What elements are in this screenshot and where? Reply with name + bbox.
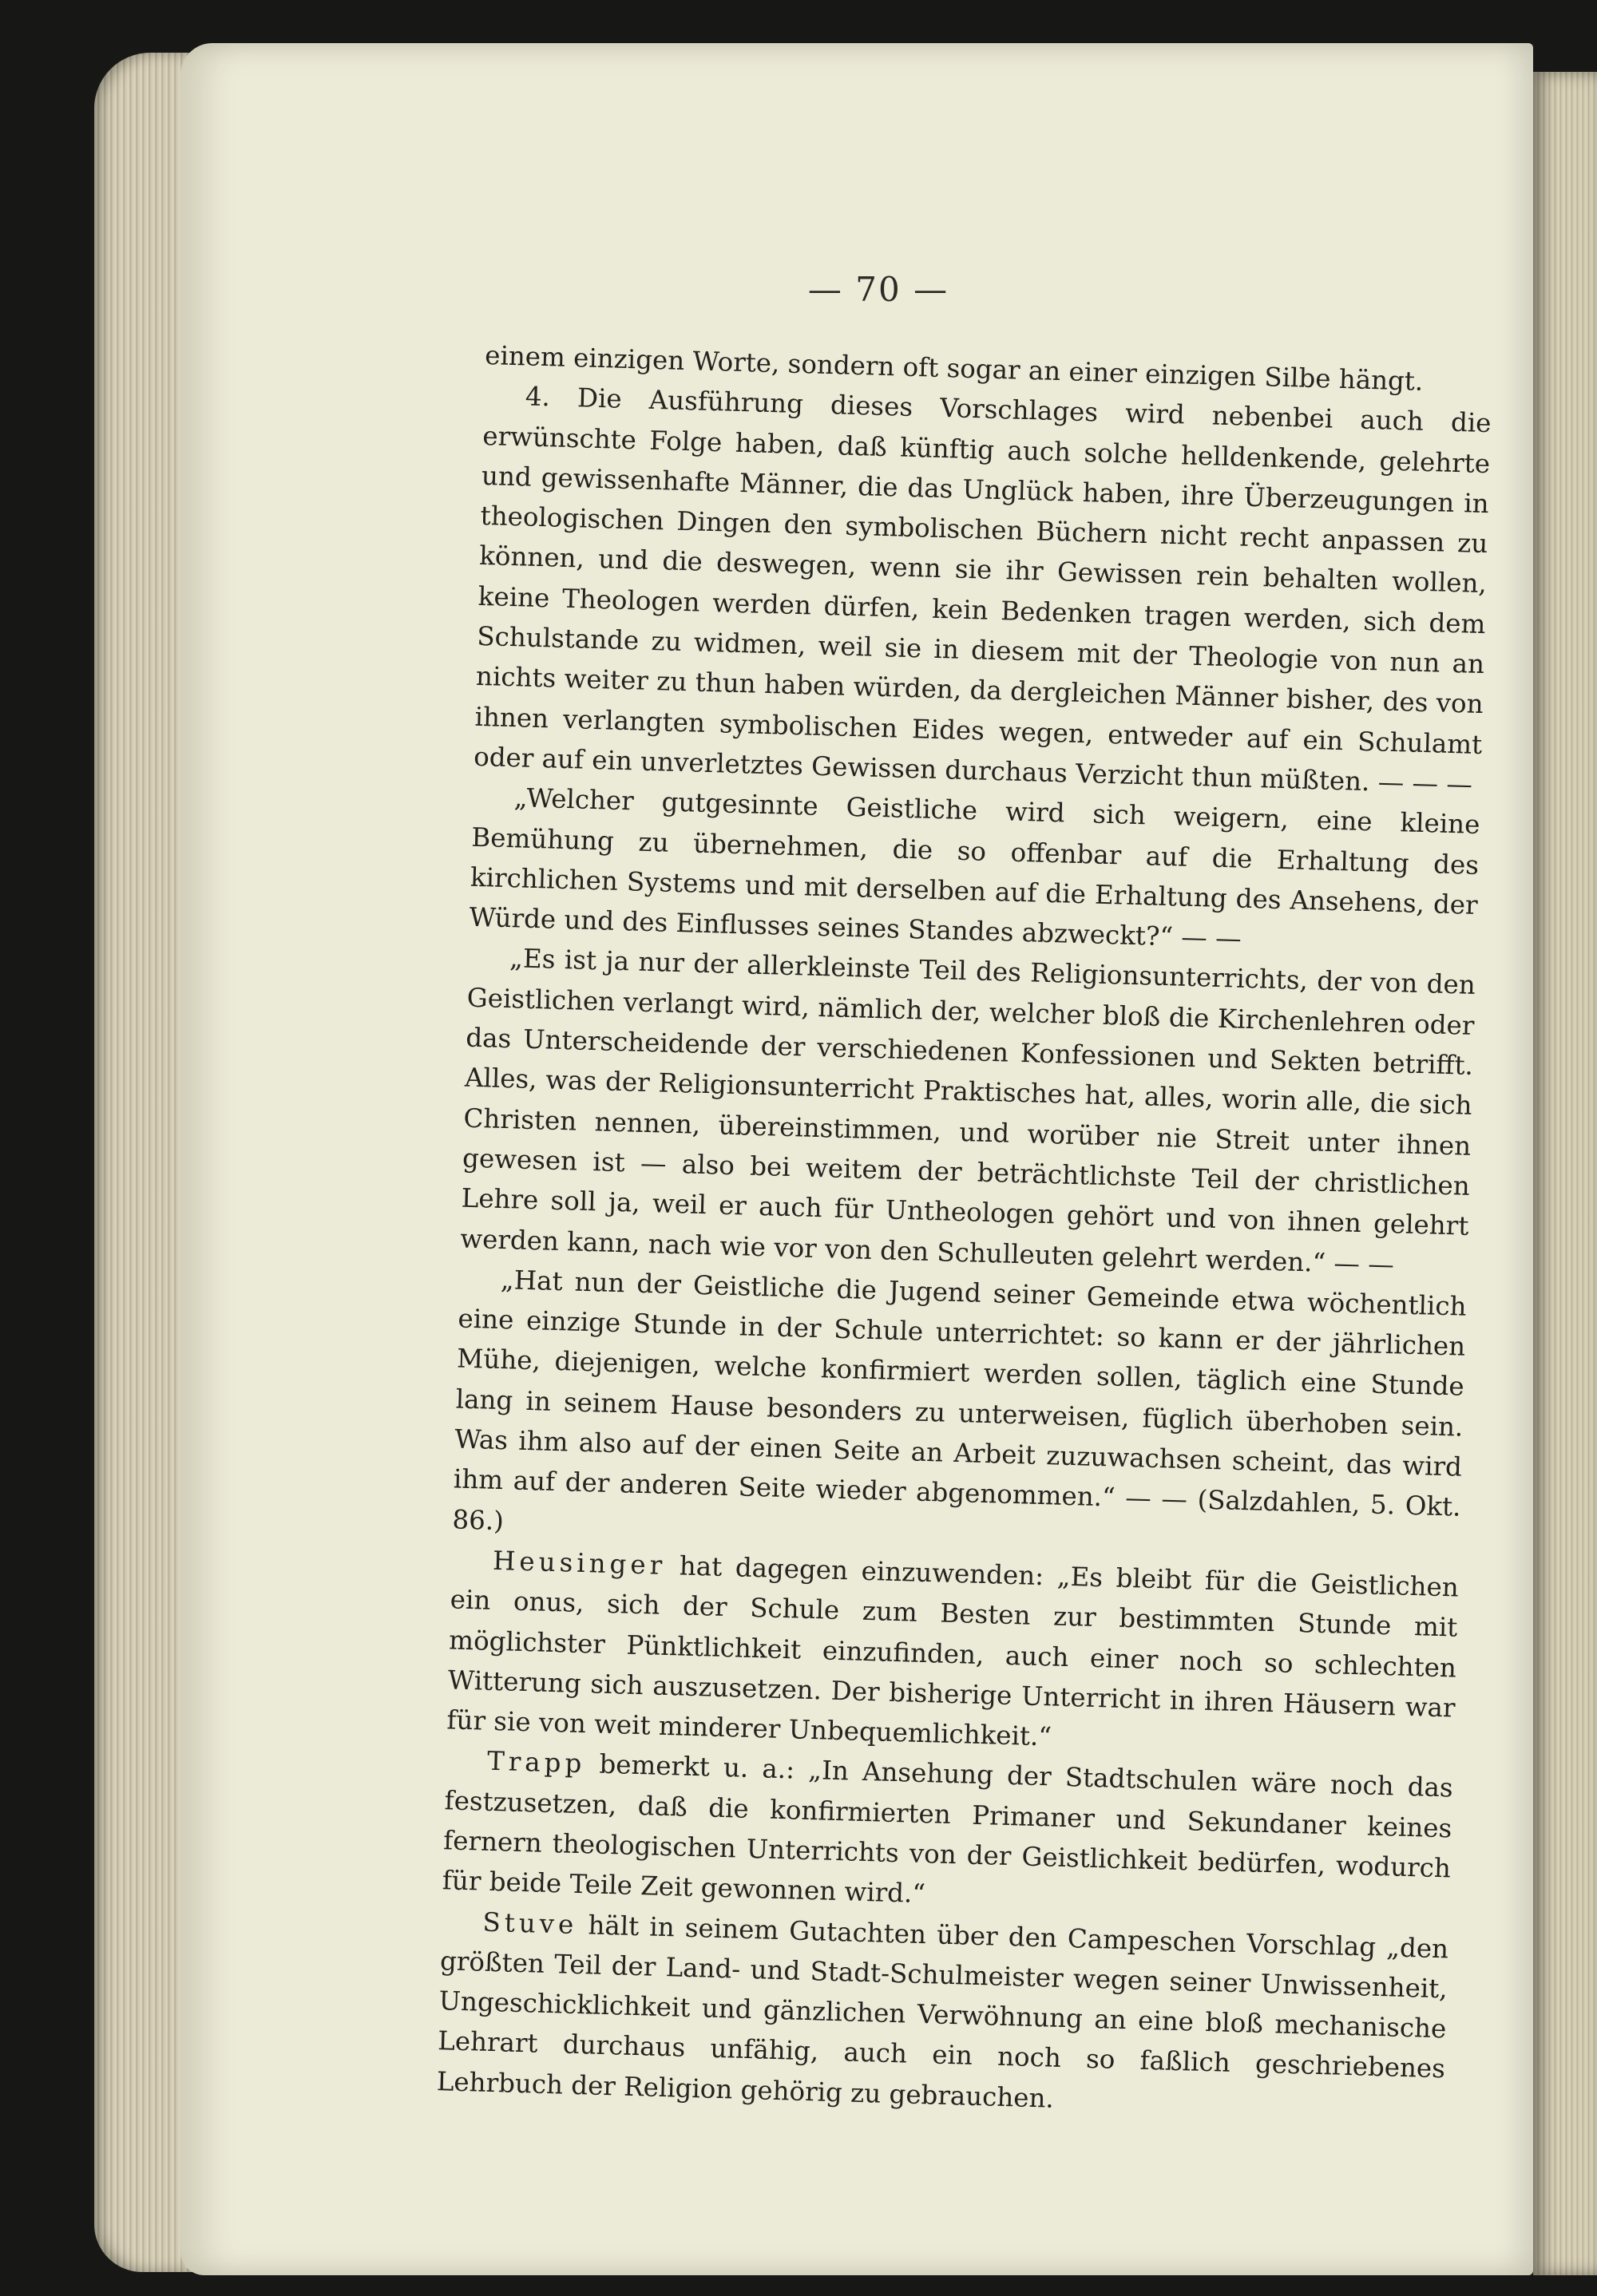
- paragraph-text: hat dagegen einzuwenden: „Es bleibt für die Geistlichen ein onus, sich der Schule zum Besten zur bestimmten Stunde mit möglichster Pünktlichkeit einzufinden, auch einer noch so schlechten Witterung sich auszusetzen. Der bisherige Unterricht in ihren Häusern war für sie von weit minderer Unbequemlichkeit.“: [446, 1550, 1460, 1752]
- author-name: Heusinger: [492, 1545, 667, 1581]
- body-text: [436, 335, 1493, 2114]
- paragraph: [442, 1740, 1453, 1929]
- page-edges-right: [1533, 72, 1597, 2275]
- paragraph-text: „Hat nun der Geistliche die Jugend seiner Gemeinde etwa wöchentlich eine einzige Stunde in der Schule unterrichtet: so kann er der jährlichen Mühe, diejenigen, welche konfirmiert werden sollen, täglich eine Stunde lang in seinem Hause besonders zu unterweisen, füglich überhoben sein. Was ihm also auf der einen Seite an Arbeit zuzuwachsen scheint, das wird ihm auf der anderen Seite wieder abgenommen.“ — — (Salzdahlen, 5. Okt. 86.): [452, 1264, 1468, 1536]
- paragraph-text: 4. Die Ausführung dieses Vorschlages wird nebenbei auch die erwünschte Folge haben, daß künftig auch solche helldenkende, gelehrte und gewissenhafte Männer, die das Unglück haben, ihre Überzeugungen in theologischen Dingen den symbolischen Büchern nicht recht anpassen zu können, und die deswegen, wenn sie ihr Gewissen rein behalten wollen, keine Theologen werden dürfen, kein Bedenken tragen werden, sich dem Schulstande zu widmen, weil sie in diesem mit der Theologie von nun an nichts weiter zu thun haben würden, da dergleichen Männer bisher, des von ihnen verlangten symbolischen Eides wegen, entweder auf ein Schulamt oder auf ein unverletztes Gewissen durchaus Verzicht thun müßten. — — —: [473, 381, 1492, 800]
- paragraph: [436, 1901, 1449, 2130]
- paragraph-text: hält in seinem Gutachten über den Campeschen Vorschlag „den größten Teil der Land- und Stadt-Schulmeister wegen seiner Unwissenheit, Ungeschicklichkeit und gänzlichen Verwöhnung an eine bloß mechanische Lehrart durchaus unfähig, auch ein noch so faßlich geschriebenes Lehrbuch der Religion gehörig zu gebrauchen.: [436, 1909, 1449, 2114]
- paragraph-text: „Es ist ja nur der allerkleinste Teil des Religionsunterrichts, der von den Geistlichen verlangt wird, nämlich der, welcher bloß die Kirchenlehren oder das Unterscheidende der verschiedenen Konfessionen und Sekten betrifft. Alles, was der Religionsunterricht Praktisches hat, alles, worin alle, die sich Christen nennen, übereinstimmen, und worüber nie Streit unter ihnen gewesen ist — also bei weitem der beträchtlichste Teil der christlichen Lehre soll ja, weil er auch für Untheologen gehört und von ihnen gelehrt werden kann, nach wie vor von den Schulleuten gelehrt werden.“ — —: [459, 943, 1476, 1280]
- paragraph: [469, 777, 1480, 965]
- paragraph-text: einem einzigen Worte, sondern oft sogar an einer einzigen Silbe hängt.: [484, 339, 1424, 397]
- paragraph: [474, 375, 1492, 805]
- author-name: Trapp: [486, 1746, 586, 1779]
- author-name: Stuve: [481, 1906, 578, 1940]
- paragraph-text: bemerkt u. a.: „In Ansehung der Stadtschulen wäre noch das festzusetzen, daß die konfirmierten Primaner und Sekundaner keines fernern theologischen Unterrichts von der Geistlichkeit bedürfen, wodurch für beide Teile Zeit gewonnen wird.“: [442, 1748, 1454, 1910]
- paragraph: [446, 1539, 1460, 1768]
- page-number: — 70 —: [807, 270, 949, 309]
- paragraph: [460, 937, 1476, 1286]
- paragraph-text: „Welcher gutgesinnte Geistliche wird sich weigern, eine kleine Bemühung zu übernehmen, die so offenbar auf die Erhaltung des kirchlichen Systems und mit derselben auf die Erhaltung des Ansehens, der Würde und des Einflusses seines Standes abzweckt?“ — —: [469, 782, 1480, 954]
- paragraph: [452, 1258, 1467, 1567]
